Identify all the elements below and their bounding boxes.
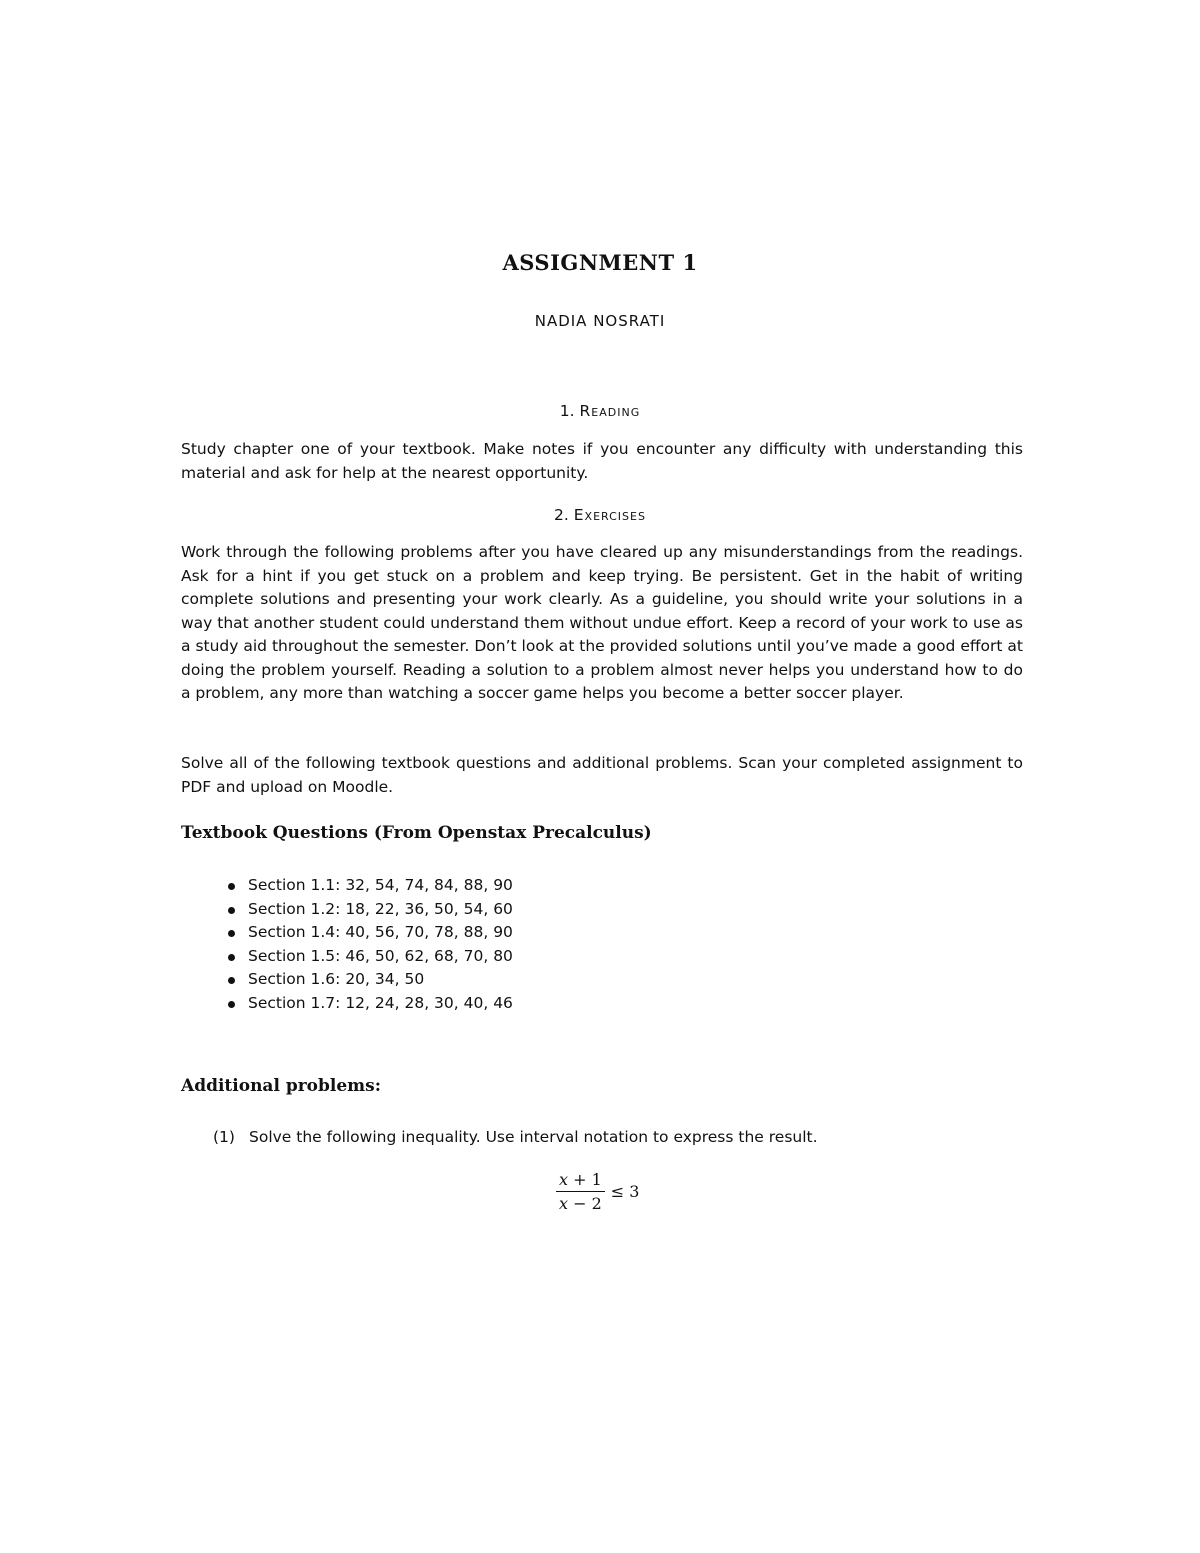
bullet-icon xyxy=(228,977,235,984)
list-item: Section 1.2: 18, 22, 36, 50, 54, 60 xyxy=(228,898,513,922)
fraction-denominator: x − 2 xyxy=(559,1194,602,1213)
textbook-questions-heading: Textbook Questions (From Openstax Precalculus) xyxy=(181,823,652,843)
bullet-icon xyxy=(228,1001,235,1008)
list-item: Section 1.1: 32, 54, 74, 84, 88, 90 xyxy=(228,874,513,898)
instructions-paragraph: Solve all of the following textbook questions and additional problems. Scan your completed assignment to PDF and upload on Moodle. xyxy=(181,754,1023,796)
document-author: NADIA NOSRATI xyxy=(534,312,666,330)
problem-item xyxy=(213,1126,818,1150)
bullet-icon xyxy=(228,907,235,914)
bullet-icon xyxy=(228,930,235,937)
inequality-relation: ≤ 3 xyxy=(610,1182,640,1201)
section-number: 1. xyxy=(559,402,575,420)
section-title: Reading xyxy=(579,402,641,420)
fraction-numerator: x + 1 xyxy=(556,1170,605,1192)
section-title: Exercises xyxy=(573,506,646,524)
section-number: 2. xyxy=(554,506,569,524)
reading-paragraph: Study chapter one of your textbook. Make notes if you encounter any difficulty with understanding this material and ask for help at the nearest opportunity. xyxy=(181,440,1023,482)
document-title: ASSIGNMENT 1 xyxy=(502,250,698,275)
problem-text: Solve the following inequality. Use interval notation to express the result. xyxy=(249,1128,818,1146)
section-heading-exercises xyxy=(0,506,1200,524)
list-item: Section 1.6: 20, 34, 50 xyxy=(228,968,513,992)
list-item: Section 1.5: 46, 50, 62, 68, 70, 80 xyxy=(228,945,513,969)
section-heading-reading xyxy=(0,402,1200,420)
list-item: Section 1.7: 12, 24, 28, 30, 40, 46 xyxy=(228,992,513,1016)
textbook-questions-list xyxy=(228,874,513,1015)
list-item: Section 1.4: 40, 56, 70, 78, 88, 90 xyxy=(228,921,513,945)
fraction xyxy=(556,1170,605,1213)
additional-problems-heading: Additional problems: xyxy=(181,1076,381,1096)
inequality-formula xyxy=(556,1170,639,1213)
bullet-icon xyxy=(228,883,235,890)
bullet-icon xyxy=(228,954,235,961)
exercises-paragraph: Work through the following problems after you have cleared up any misunderstandings from the readings. Ask for a hint if you get stuck on a problem and keep trying. Be persistent. Get in the habit of writing complete solutions and presenting your work clearly. As a guideline, you should write your solutions in a way that another student could understand them without undue effort. Keep a record of your work to use as a study aid throughout the semester. Don’t look at the provided solutions until you’ve made a good effort at doing the problem yourself. Reading a solution to a problem almost never helps you understand how to do a problem, any more than watching a soccer game helps you become a better soccer player. xyxy=(181,543,1023,702)
problem-number: (1) xyxy=(213,1128,235,1146)
